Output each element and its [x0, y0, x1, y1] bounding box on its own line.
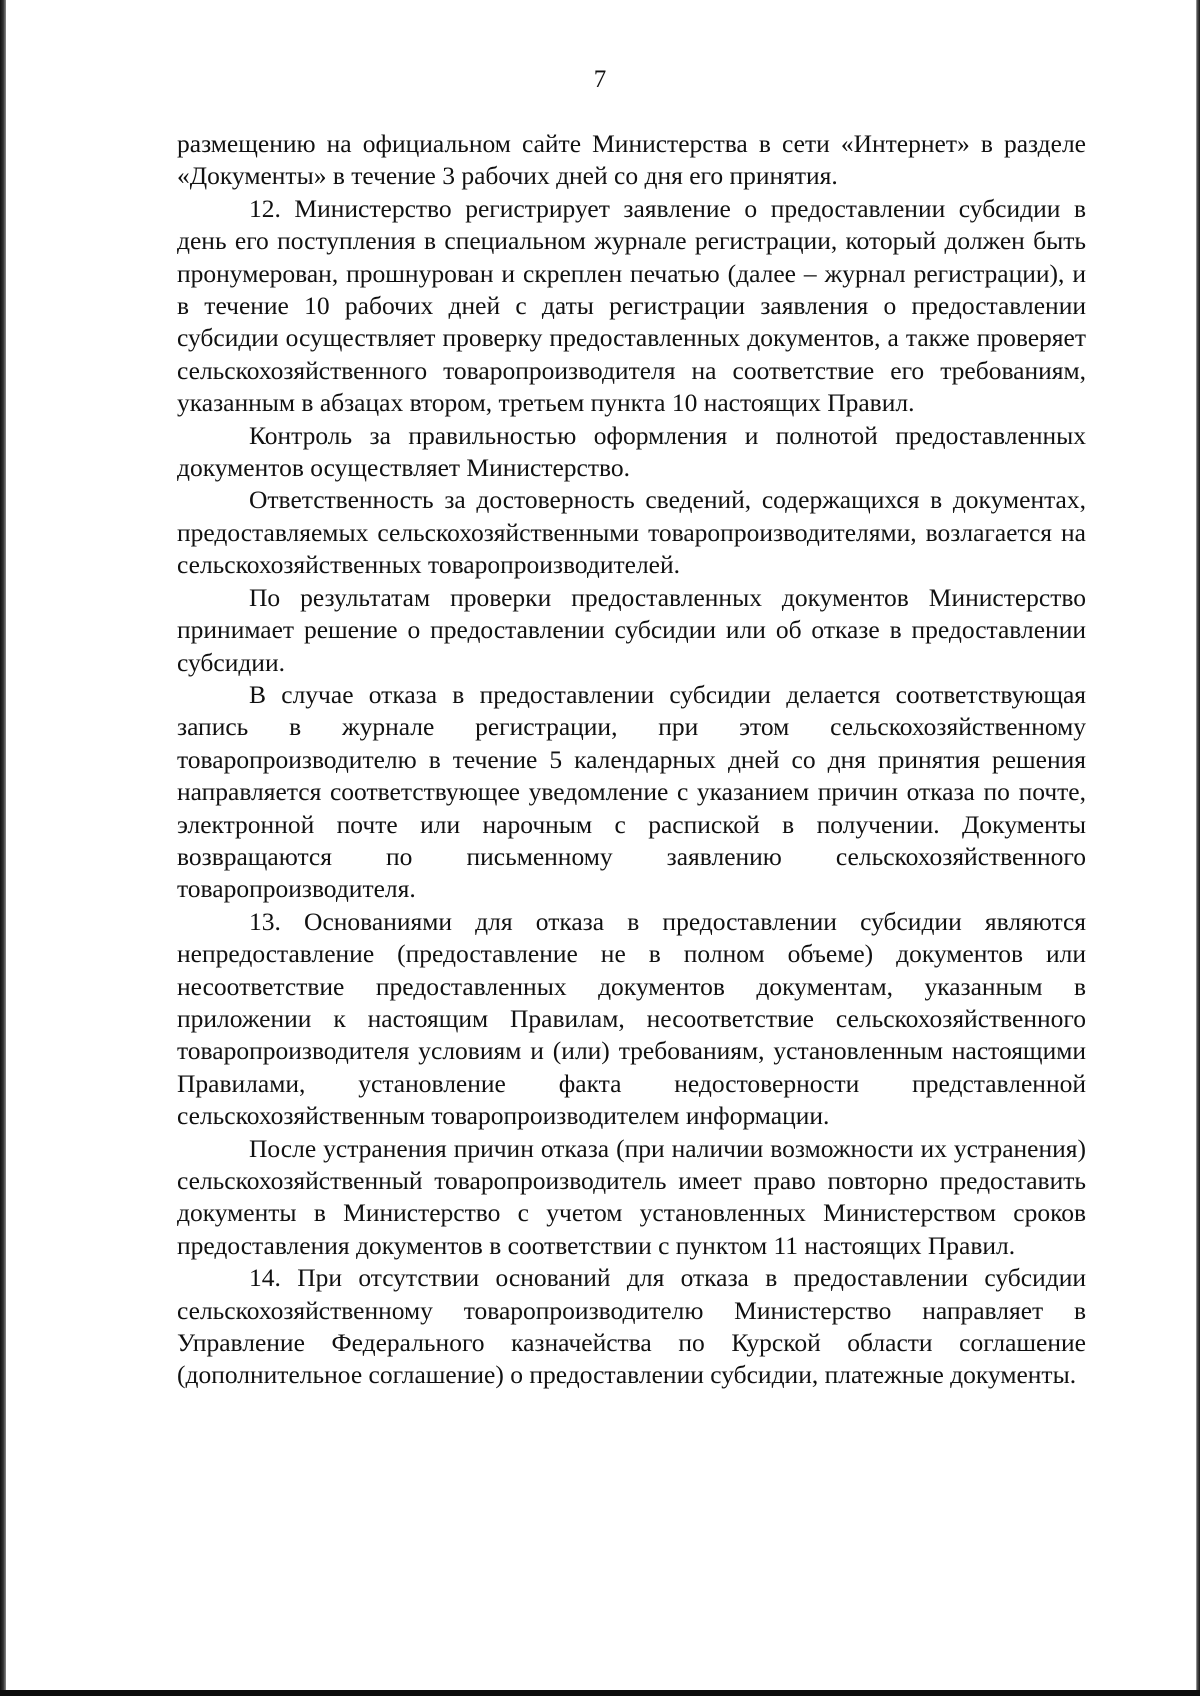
- page-number: 7: [593, 66, 607, 93]
- paragraph-control: Контроль за правильностью оформления и полнотой предоставленных документов осуществляет Министерство.: [177, 420, 1086, 483]
- paragraph-verification-results: По результатам проверки предоставленных документов Министерство принимает решение о предоставлении субсидии или об отказе в предоставлении субсидии.: [177, 582, 1086, 677]
- scan-edge-bottom: [0, 1690, 1200, 1696]
- paragraph-refusal-case: В случае отказа в предоставлении субсидии делается соответствующая запись в журнале регистрации, при этом сельскохозяйственному товаропроизводителю в течение 5 календарных дней со дня принятия решения направляется соответствующее уведомление с указанием причин отказа по почте, электронной почте или нарочным с распиской в получении. Документы возвращаются по письменному заявлению сельскохозяйственного товаропроизводителя.: [177, 679, 1086, 904]
- paragraph-item-13: 13. Основаниями для отказа в предоставлении субсидии являются непредоставление (предоставление не в полном объеме) документов или несоответствие предоставленных документов документам, указанным в приложении к настоящим Правилам, несоответствие сельскохозяйственного товаропроизводителя условиям и (или) требованиям, установленным настоящими Правилами, установление факта недостоверности представленной сельскохозяйственным товаропроизводителем информации.: [177, 906, 1086, 1131]
- paragraph-continuation: размещению на официальном сайте Министерства в сети «Интернет» в разделе «Документы» в течение 3 рабочих дней со дня его принятия.: [177, 129, 1086, 191]
- scan-edge-left: [0, 0, 6, 1696]
- paragraph-responsibility: Ответственность за достоверность сведений, содержащихся в документах, предоставляемых сельскохозяйственными товаропроизводителями, возлагается на сельскохозяйственных товаропроизводителей.: [177, 485, 1086, 580]
- paragraph-resubmission: После устранения причин отказа (при наличии возможности их устранения) сельскохозяйственный товаропроизводитель имеет право повторно предоставить документы в Министерство с учетом установленных Министерством сроков предоставления документов в соответствии с пунктом 11 настоящих Правил.: [177, 1133, 1086, 1260]
- document-body: [177, 128, 1086, 1392]
- paragraph-item-12: 12. Министерство регистрирует заявление о предоставлении субсидии в день его поступления в специальном журнале регистрации, который должен быть пронумерован, прошнурован и скреплен печатью (далее – журнал регистрации), и в течение 10 рабочих дней с даты регистрации заявления о предоставлении субсидии осуществляет проверку предоставленных документов, а также проверяет сельскохозяйственного товаропроизводителя на соответствие его требованиям, указанным в абзацах втором, третьем пункта 10 настоящих Правил.: [177, 193, 1086, 418]
- paragraph-item-14: 14. При отсутствии оснований для отказа в предоставлении субсидии сельскохозяйственному товаропроизводителю Министерство направляет в Управление Федерального казначейства по Курской области соглашение (дополнительное соглашение) о предоставлении субсидии, платежные документы.: [177, 1263, 1086, 1390]
- scan-edge-right: [1196, 0, 1200, 1696]
